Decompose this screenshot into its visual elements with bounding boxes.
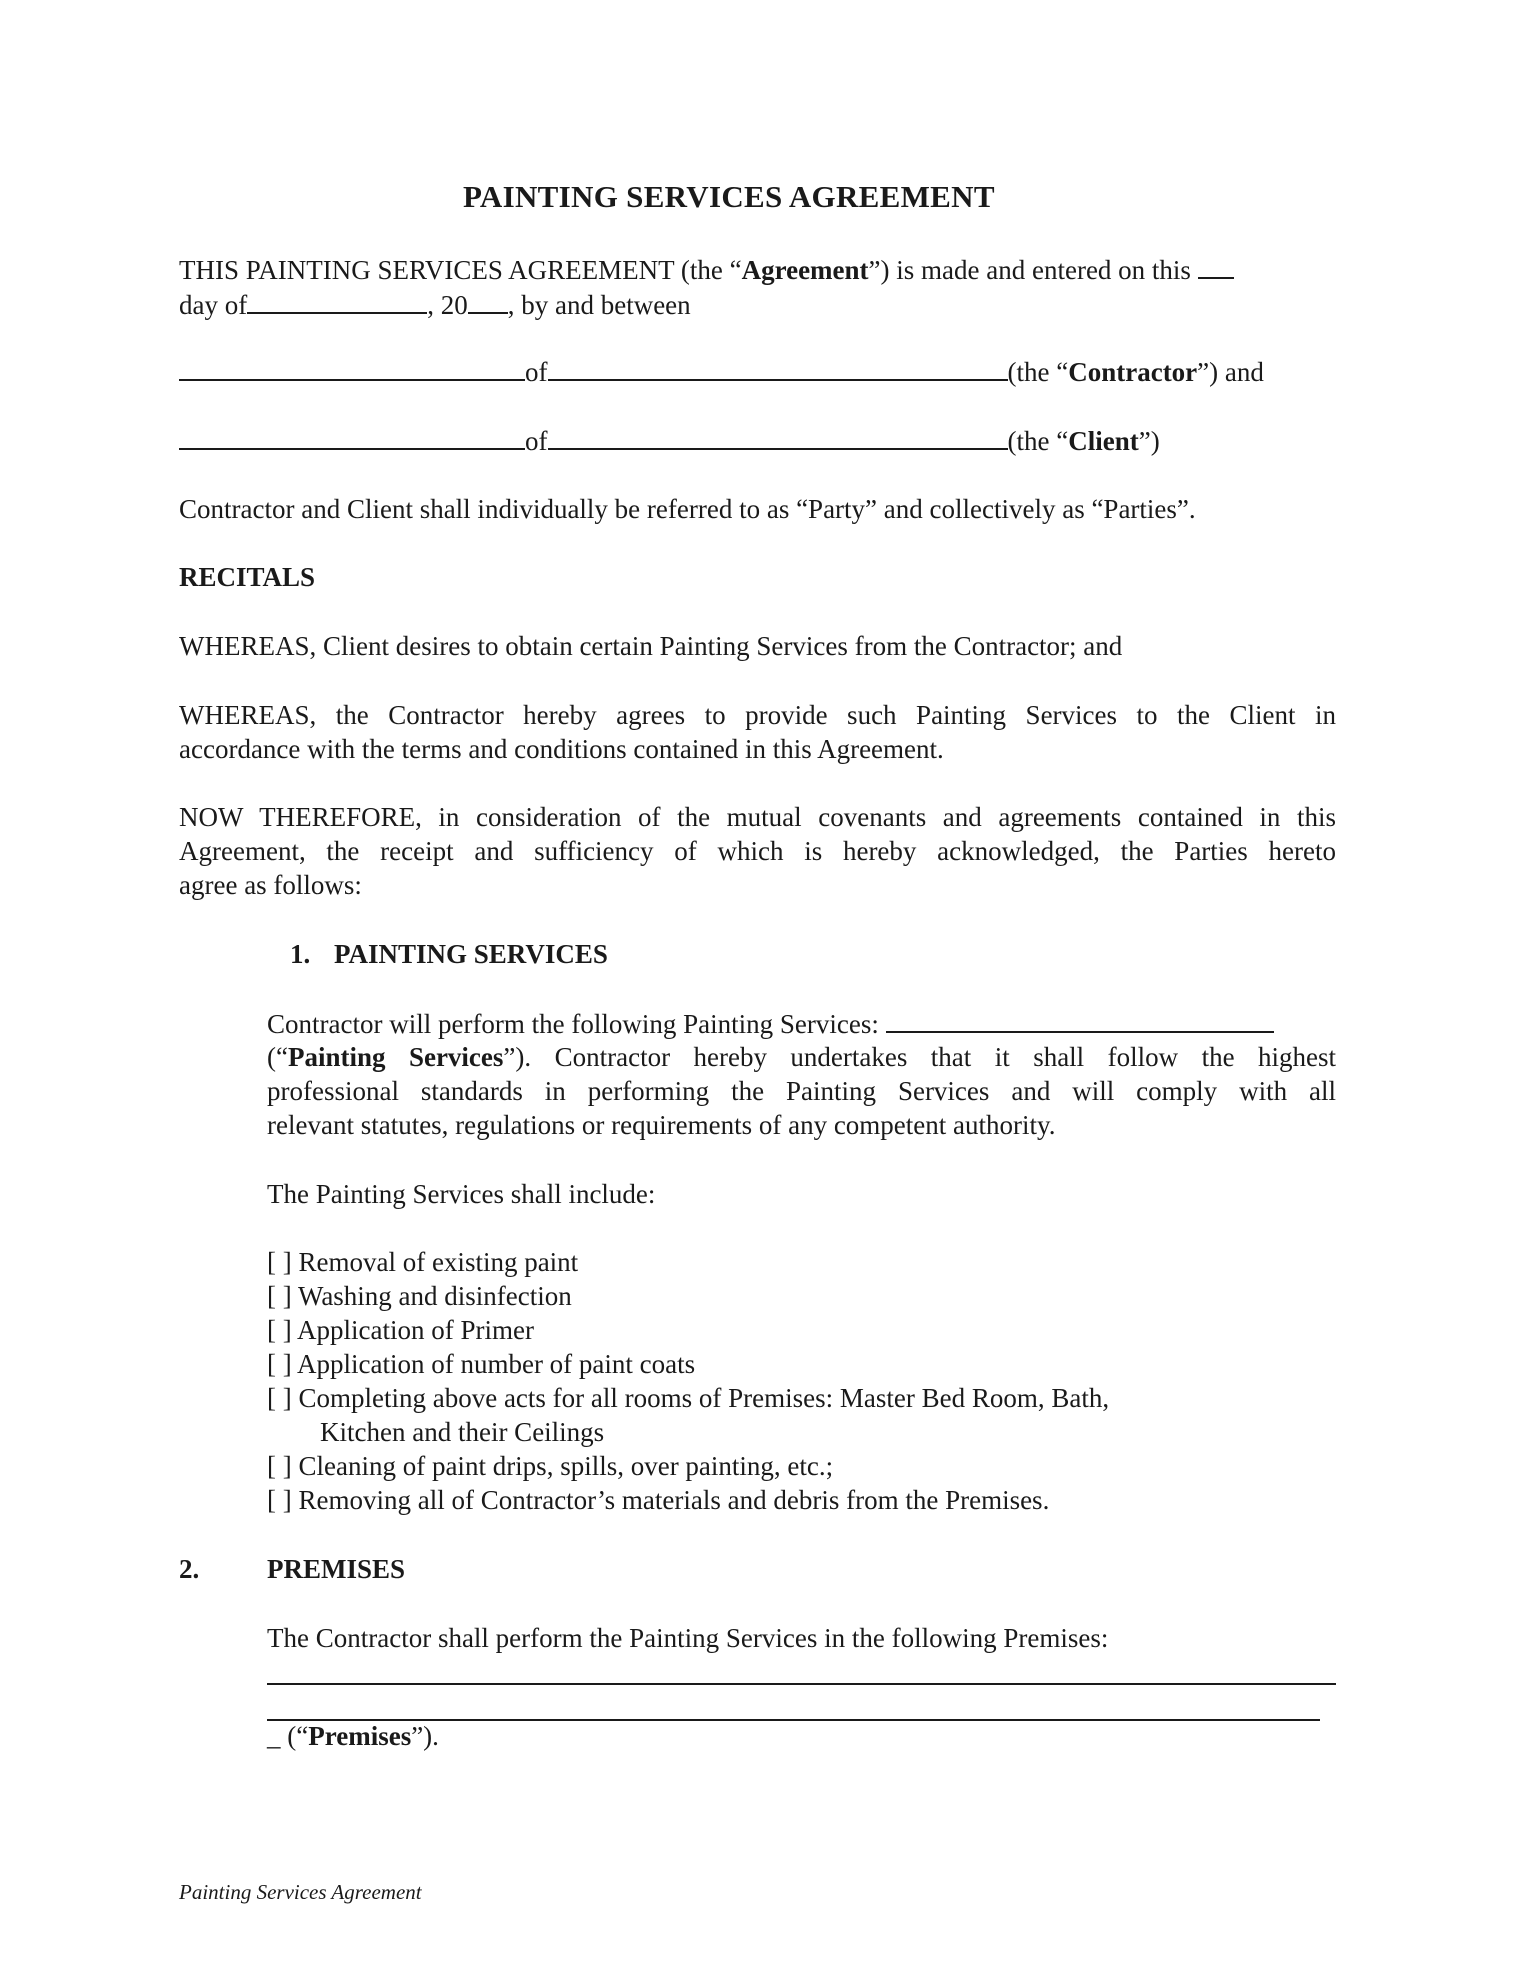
intro-line-2: day of , 20 , by and between <box>179 287 691 322</box>
parties-note: Contractor and Client shall individually be referred to as “Party” and collectively as “Parties”. <box>179 494 1196 524</box>
section-1-line-2: (“Painting Services”). Contractor hereby undertakes that it shall follow the highest <box>267 1042 1336 1072</box>
checklist-item-continuation: Kitchen and their Ceilings <box>320 1417 605 1447</box>
day-blank[interactable] <box>1198 252 1234 279</box>
client-line: of (the “Client”) <box>179 423 1160 458</box>
intro-line-1: THIS PAINTING SERVICES AGREEMENT (the “Agreement”) is made and entered on this <box>179 252 1234 287</box>
painting-services-blank[interactable] <box>886 1006 1274 1033</box>
section-2-heading: PREMISES <box>267 1554 406 1584</box>
checklist-item[interactable]: [ ] Application of number of paint coats <box>267 1349 696 1379</box>
section-1-line-3: professional standards in performing the Painting Services and will comply with all <box>267 1076 1336 1106</box>
client-name-blank[interactable] <box>179 423 525 450</box>
checklist-item[interactable]: [ ] Removing all of Contractor’s materials and debris from the Premises. <box>267 1485 1050 1515</box>
contractor-line: of (the “Contractor”) and <box>179 354 1264 389</box>
checklist-item[interactable]: [ ] Cleaning of paint drips, spills, over painting, etc.; <box>267 1451 834 1481</box>
section-1-line-1: Contractor will perform the following Painting Services: <box>267 1006 1274 1041</box>
whereas-1: WHEREAS, Client desires to obtain certain Painting Services from the Contractor; and <box>179 631 1123 661</box>
contractor-name-blank[interactable] <box>179 354 525 381</box>
checklist-item[interactable]: [ ] Washing and disinfection <box>267 1281 572 1311</box>
section-2-line-1: The Contractor shall perform the Painting Services in the following Premises: <box>267 1623 1109 1653</box>
section-1-number: 1. <box>290 939 311 969</box>
checklist-item[interactable]: [ ] Application of Primer <box>267 1315 534 1345</box>
premises-close: _ (“Premises”). <box>267 1721 439 1751</box>
year-blank[interactable] <box>468 287 508 314</box>
whereas-2-line-2: accordance with the terms and conditions contained in this Agreement. <box>179 734 944 764</box>
whereas-2-line-1: WHEREAS, the Contractor hereby agrees to provide such Painting Services to the Client in <box>179 700 1336 730</box>
client-address-blank[interactable] <box>548 423 1008 450</box>
premises-blank-line-1[interactable] <box>267 1683 1336 1685</box>
month-blank[interactable] <box>247 287 427 314</box>
now-therefore-line-1: NOW THEREFORE, in consideration of the mutual covenants and agreements contained in this <box>179 802 1336 832</box>
contractor-address-blank[interactable] <box>548 354 1008 381</box>
now-therefore-line-2: Agreement, the receipt and sufficiency of which is hereby acknowledged, the Parties hereto <box>179 836 1336 866</box>
section-1-heading: PAINTING SERVICES <box>334 939 608 969</box>
recitals-heading: RECITALS <box>179 562 316 592</box>
checklist-item[interactable]: [ ] Completing above acts for all rooms of Premises: Master Bed Room, Bath, <box>267 1383 1110 1413</box>
services-include-label: The Painting Services shall include: <box>267 1179 656 1209</box>
now-therefore-line-3: agree as follows: <box>179 870 362 900</box>
document-title: PAINTING SERVICES AGREEMENT <box>463 179 995 214</box>
checklist-item[interactable]: [ ] Removal of existing paint <box>267 1247 579 1277</box>
section-1-line-4: relevant statutes, regulations or requirements of any competent authority. <box>267 1110 1056 1140</box>
page-footer: Painting Services Agreement <box>179 1880 422 1904</box>
section-2-number: 2. <box>179 1554 200 1584</box>
